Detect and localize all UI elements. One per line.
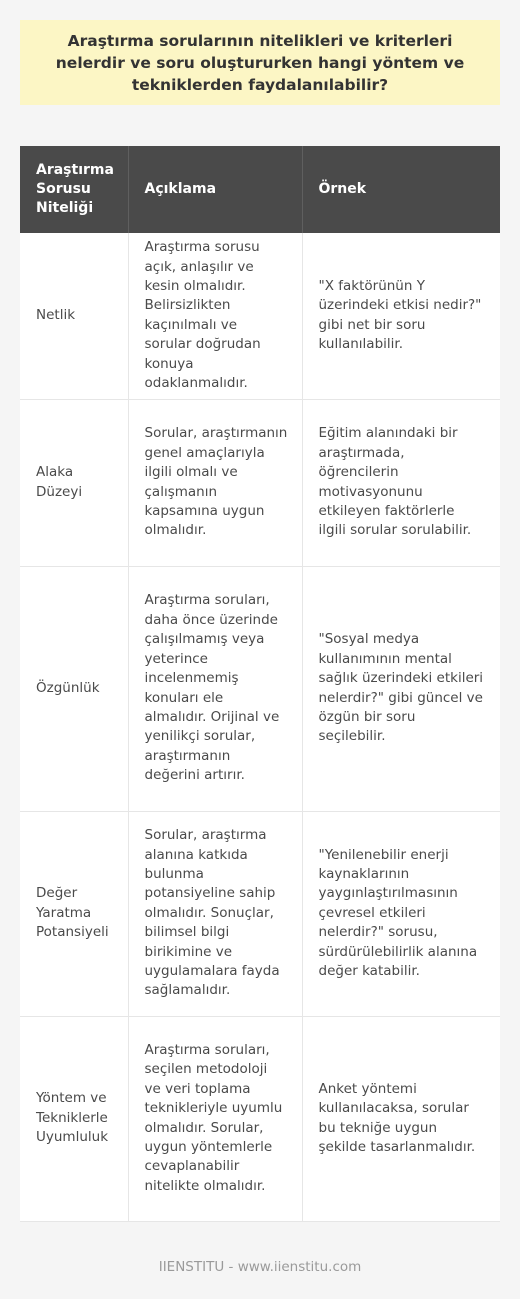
title-banner [20,20,500,105]
table-row [20,566,500,811]
example-cell: "X faktörünün Y üzerindeki etkisi nedir?" gibi net bir soru kullanılabilir. [302,233,500,399]
table-row [20,233,500,399]
quality-cell: Özgünlük [20,566,128,811]
description-cell: Sorular, araştırmanın genel amaçlarıyla ilgili olmalı ve çalışmanın kapsamına uygun olmalıdır. [128,399,302,566]
description-cell: Araştırma sorusu açık, anlaşılır ve kesin olmalıdır. Belirsizlikten kaçınılmalı ve sorular doğrudan konuya odaklanmalıdır. [128,233,302,399]
example-cell: "Yenilenebilir enerji kaynaklarının yaygınlaştırılmasının çevresel etkileri nelerdir?" sorusu, sürdürülebilirlik alanına değer katabilir. [302,811,500,1016]
column-header-description: Açıklama [128,146,302,233]
footer-credit: IIENSTITU - www.iienstitu.com [158,1259,362,1275]
quality-cell: Yöntem ve Tekniklerle Uyumluluk [20,1016,128,1221]
column-header-example: Örnek [302,146,500,233]
table-row [20,399,500,566]
table-row [20,811,500,1016]
example-cell: "Sosyal medya kullanımının mental sağlık üzerindeki etkileri nelerdir?" gibi güncel ve özgün bir soru seçilebilir. [302,566,500,811]
quality-cell: Değer Yaratma Potansiyeli [20,811,128,1016]
quality-cell: Netlik [20,233,128,399]
table-header-row [20,146,500,233]
description-cell: Sorular, araştırma alanına katkıda bulunma potansiyeline sahip olmalıdır. Sonuçlar, bilimsel bilgi birikimine ve uygulamalara fayda sağlamalıdır. [128,811,302,1016]
description-cell: Araştırma soruları, seçilen metodoloji ve veri toplama teknikleriyle uyumlu olmalıdır. Sorular, uygun yöntemlerle cevaplanabilir nitelikte olmalıdır. [128,1016,302,1221]
column-header-quality: Araştırma Sorusu Niteliği [20,146,128,233]
table-row [20,1016,500,1221]
example-cell: Eğitim alanındaki bir araştırmada, öğrencilerin motivasyonunu etkileyen faktörlerle ilgili sorular sorulabilir. [302,399,500,566]
qualities-table [20,146,500,1222]
quality-cell: Alaka Düzeyi [20,399,128,566]
page-title: Araştırma sorularının nitelikleri ve kriterleri nelerdir ve soru oluştururken hangi yöntem ve tekniklerden faydalanılabilir? [55,31,465,94]
example-cell: Anket yöntemi kullanılacaksa, sorular bu tekniğe uygun şekilde tasarlanmalıdır. [302,1016,500,1221]
description-cell: Araştırma soruları, daha önce üzerinde çalışılmamış veya yeterince incelenmemiş konuları ele almalıdır. Orijinal ve yenilikçi sorular, araştırmanın değerini artırır. [128,566,302,811]
